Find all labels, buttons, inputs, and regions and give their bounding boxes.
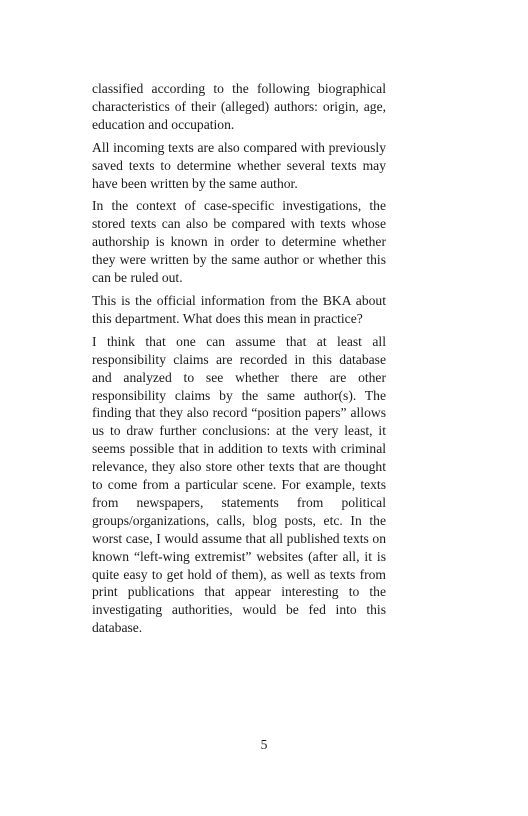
paragraph-2: All incoming texts are also compared with previously saved texts to determine whether several texts may have been written by the same author. [92,139,386,191]
paragraph-3: In the context of case-specific investigations, the stored texts can also be compared with texts whose authorship is known in order to determine whether they were written by the same author or whether this can be ruled out. [92,198,386,286]
paragraph-5: I think that one can assume that at least all responsibility claims are recorded in this database and analyzed to see whether there are other responsibility claims by the same author(s). The finding that they also record “position papers” allows us to draw further conclusions: at the very least, it seems possible that in addition to texts with criminal relevance, they also store other texts that are thought to come from a particular scene. For example, texts from newspapers, statements from political groups/organizations, calls, blog posts, etc. In the worst case, I would assume that all published texts on known “left-wing extremist” websites (after all, it is quite easy to get hold of them), as well as texts from print publications that appear interesting to the investigating authorities, would be fed into this database. [92,333,386,636]
body-text [92,80,386,642]
paragraph-4: This is the official information from the BKA about this department. What does this mean in practice? [92,292,386,326]
paragraph-1: classified according to the following biographical characteristics of their (alleged) authors: origin, age, education and occupation. [92,81,386,132]
page-number: 5 [260,737,268,752]
